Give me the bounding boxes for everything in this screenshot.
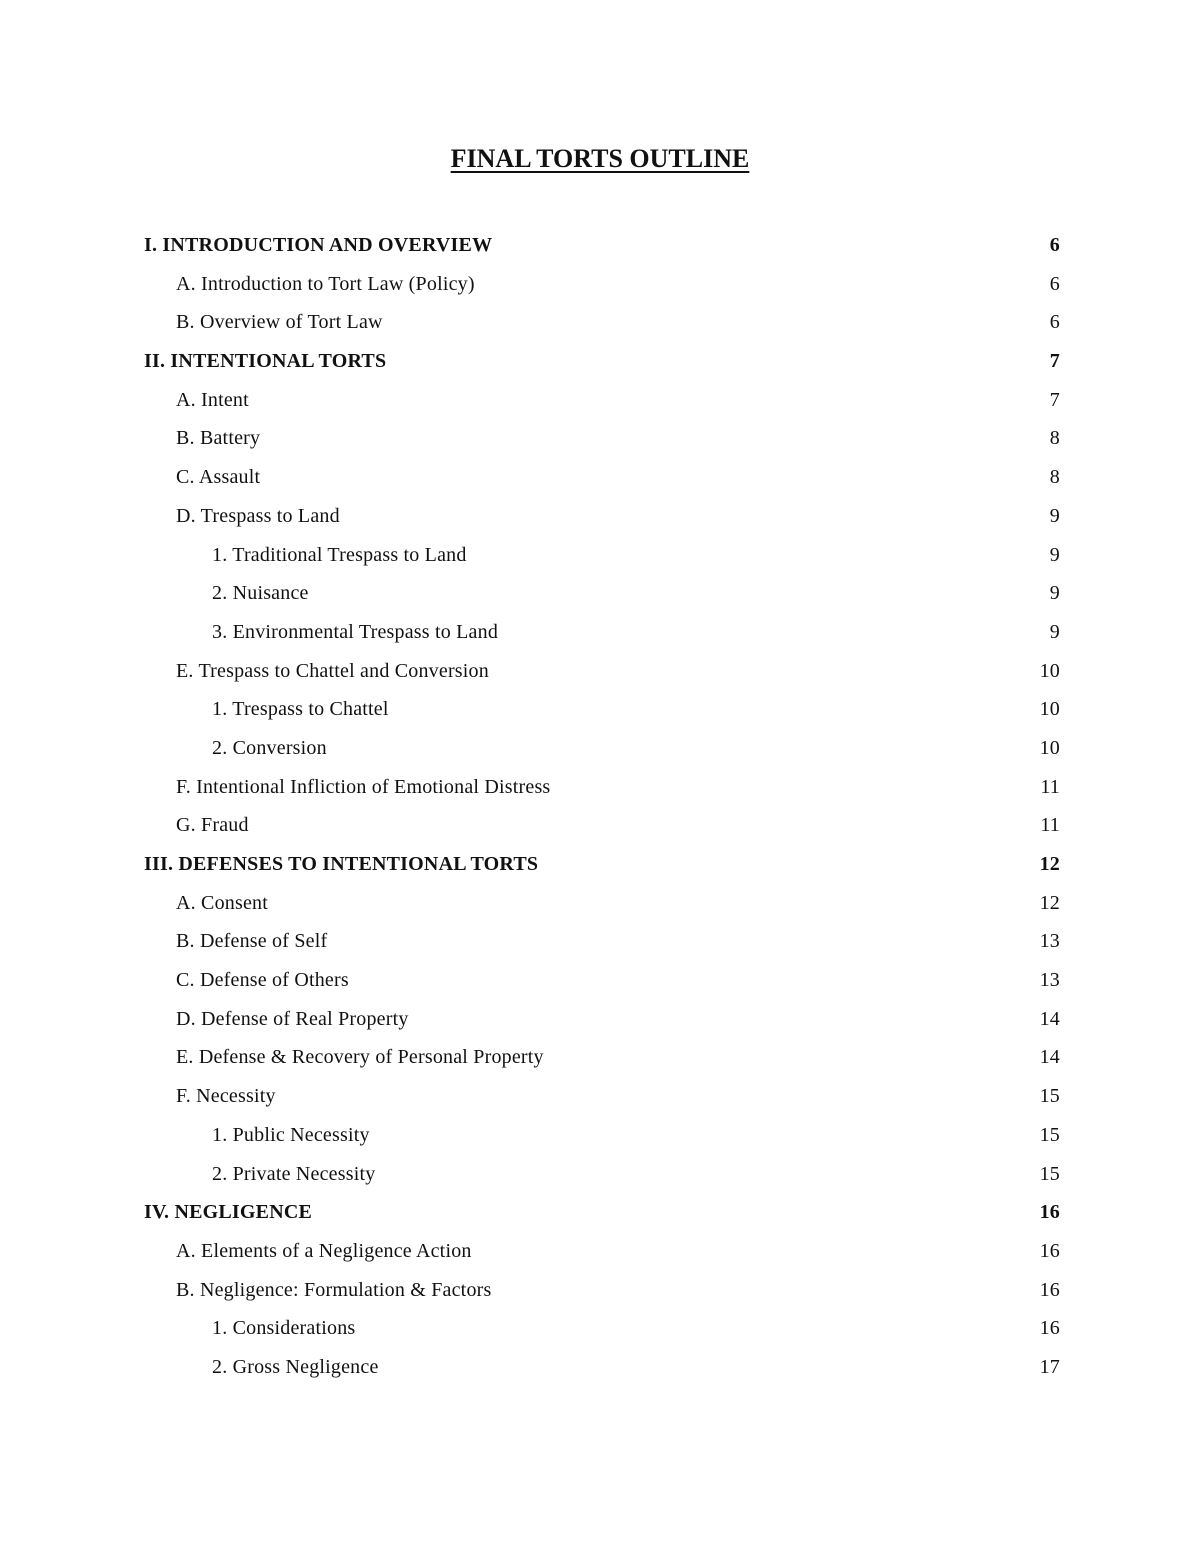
toc-entry-label: C. Defense of Others — [176, 969, 349, 992]
toc-entry-label: B. Overview of Tort Law — [176, 311, 383, 334]
toc-entry-label: D. Trespass to Land — [176, 504, 340, 527]
toc-entry[interactable] — [144, 1116, 1060, 1155]
toc-entry[interactable] — [144, 536, 1060, 575]
toc-entry-label: B. Battery — [176, 427, 261, 450]
toc-page-number: 6 — [1049, 272, 1060, 295]
toc-page-number: 6 — [1049, 311, 1060, 334]
toc-entry[interactable] — [144, 1000, 1060, 1039]
toc-page-number: 12 — [1039, 853, 1060, 875]
toc-page-number: 8 — [1049, 466, 1060, 489]
toc-entry-label: F. Necessity — [176, 1085, 276, 1108]
toc-page-number: 10 — [1039, 698, 1060, 721]
toc-page-number: 13 — [1039, 930, 1060, 953]
toc-entry[interactable] — [144, 613, 1060, 652]
toc-entry-label: 2. Conversion — [212, 736, 327, 759]
toc-entry-label: 2. Private Necessity — [212, 1162, 376, 1185]
toc-page-number: 13 — [1039, 969, 1060, 992]
toc-page-number: 6 — [1049, 234, 1060, 256]
toc-entry[interactable] — [144, 884, 1060, 923]
toc-entry-label: D. Defense of Real Property — [176, 1007, 409, 1030]
toc-page-number: 9 — [1049, 582, 1060, 605]
toc-page-number: 15 — [1039, 1085, 1060, 1108]
toc-entry[interactable] — [144, 922, 1060, 961]
toc-page-number: 10 — [1039, 659, 1060, 682]
toc-entry-label: E. Defense & Recovery of Personal Property — [176, 1046, 544, 1069]
toc-entry[interactable] — [144, 497, 1060, 536]
toc-page-number: 9 — [1049, 504, 1060, 527]
toc-entry-label: A. Elements of a Negligence Action — [176, 1239, 472, 1262]
toc-entry[interactable] — [144, 845, 1060, 884]
toc-entry[interactable] — [144, 961, 1060, 1000]
toc-page-number: 11 — [1040, 814, 1060, 837]
toc-entry[interactable] — [144, 458, 1060, 497]
toc-entry[interactable] — [144, 652, 1060, 691]
toc-page-number: 17 — [1039, 1355, 1060, 1378]
toc-entry[interactable] — [144, 1348, 1060, 1387]
table-of-contents — [144, 226, 1060, 1387]
toc-page-number: 16 — [1039, 1201, 1060, 1224]
toc-entry[interactable] — [144, 342, 1060, 381]
toc-entry-label: C. Assault — [176, 466, 261, 489]
toc-entry[interactable] — [144, 1077, 1060, 1116]
toc-page-number: 9 — [1049, 620, 1060, 643]
toc-entry-label: 1. Considerations — [212, 1317, 356, 1340]
toc-entry[interactable] — [144, 265, 1060, 304]
toc-entry[interactable] — [144, 690, 1060, 729]
toc-entry-label: II. INTENTIONAL TORTS — [144, 350, 387, 373]
toc-entry-label: 1. Trespass to Chattel — [212, 698, 389, 721]
toc-entry-label: 2. Nuisance — [212, 582, 309, 605]
toc-entry[interactable] — [144, 768, 1060, 807]
toc-page-number: 16 — [1039, 1317, 1060, 1340]
toc-entry[interactable] — [144, 303, 1060, 342]
toc-entry[interactable] — [144, 1232, 1060, 1271]
toc-entry[interactable] — [144, 1193, 1060, 1232]
toc-entry-label: G. Fraud — [176, 814, 249, 837]
toc-page-number: 11 — [1040, 775, 1060, 798]
toc-page-number: 14 — [1039, 1007, 1060, 1030]
toc-entry[interactable] — [144, 806, 1060, 845]
toc-entry-label: 1. Public Necessity — [212, 1123, 370, 1146]
toc-entry-label: 2. Gross Negligence — [212, 1355, 379, 1378]
document-title-text: FINAL TORTS OUTLINE — [450, 144, 750, 173]
toc-entry[interactable] — [144, 1038, 1060, 1077]
toc-page-number: 7 — [1049, 388, 1060, 411]
toc-entry[interactable] — [144, 574, 1060, 613]
toc-entry-label: A. Introduction to Tort Law (Policy) — [176, 272, 475, 295]
toc-page-number: 9 — [1049, 543, 1060, 566]
toc-entry[interactable] — [144, 226, 1060, 265]
toc-entry-label: III. DEFENSES TO INTENTIONAL TORTS — [144, 853, 539, 875]
toc-entry-label: 3. Environmental Trespass to Land — [212, 620, 499, 643]
toc-entry-label: B. Defense of Self — [176, 930, 328, 953]
toc-entry[interactable] — [144, 1309, 1060, 1348]
toc-page-number: 14 — [1039, 1046, 1060, 1069]
toc-page-number: 15 — [1039, 1123, 1060, 1146]
toc-entry[interactable] — [144, 1155, 1060, 1194]
toc-entry-label: I. INTRODUCTION AND OVERVIEW — [144, 234, 493, 256]
toc-page-number: 8 — [1049, 427, 1060, 450]
toc-page-number: 10 — [1039, 736, 1060, 759]
toc-entry-label: E. Trespass to Chattel and Conversion — [176, 659, 489, 682]
toc-page-number: 7 — [1049, 350, 1060, 373]
toc-entry[interactable] — [144, 729, 1060, 768]
toc-entry-label: A. Consent — [176, 891, 268, 914]
toc-page-number: 15 — [1039, 1162, 1060, 1185]
toc-entry-label: A. Intent — [176, 388, 249, 411]
toc-page-number: 12 — [1039, 891, 1060, 914]
toc-page-number: 16 — [1039, 1278, 1060, 1301]
document-title — [0, 142, 1200, 176]
toc-entry-label: IV. NEGLIGENCE — [144, 1201, 313, 1224]
toc-entry-label: 1. Traditional Trespass to Land — [212, 543, 467, 566]
toc-entry[interactable] — [144, 1271, 1060, 1310]
toc-entry-label: F. Intentional Infliction of Emotional Distress — [176, 775, 551, 798]
toc-entry[interactable] — [144, 419, 1060, 458]
toc-entry[interactable] — [144, 381, 1060, 420]
toc-entry-label: B. Negligence: Formulation & Factors — [176, 1278, 492, 1301]
toc-page-number: 16 — [1039, 1239, 1060, 1262]
